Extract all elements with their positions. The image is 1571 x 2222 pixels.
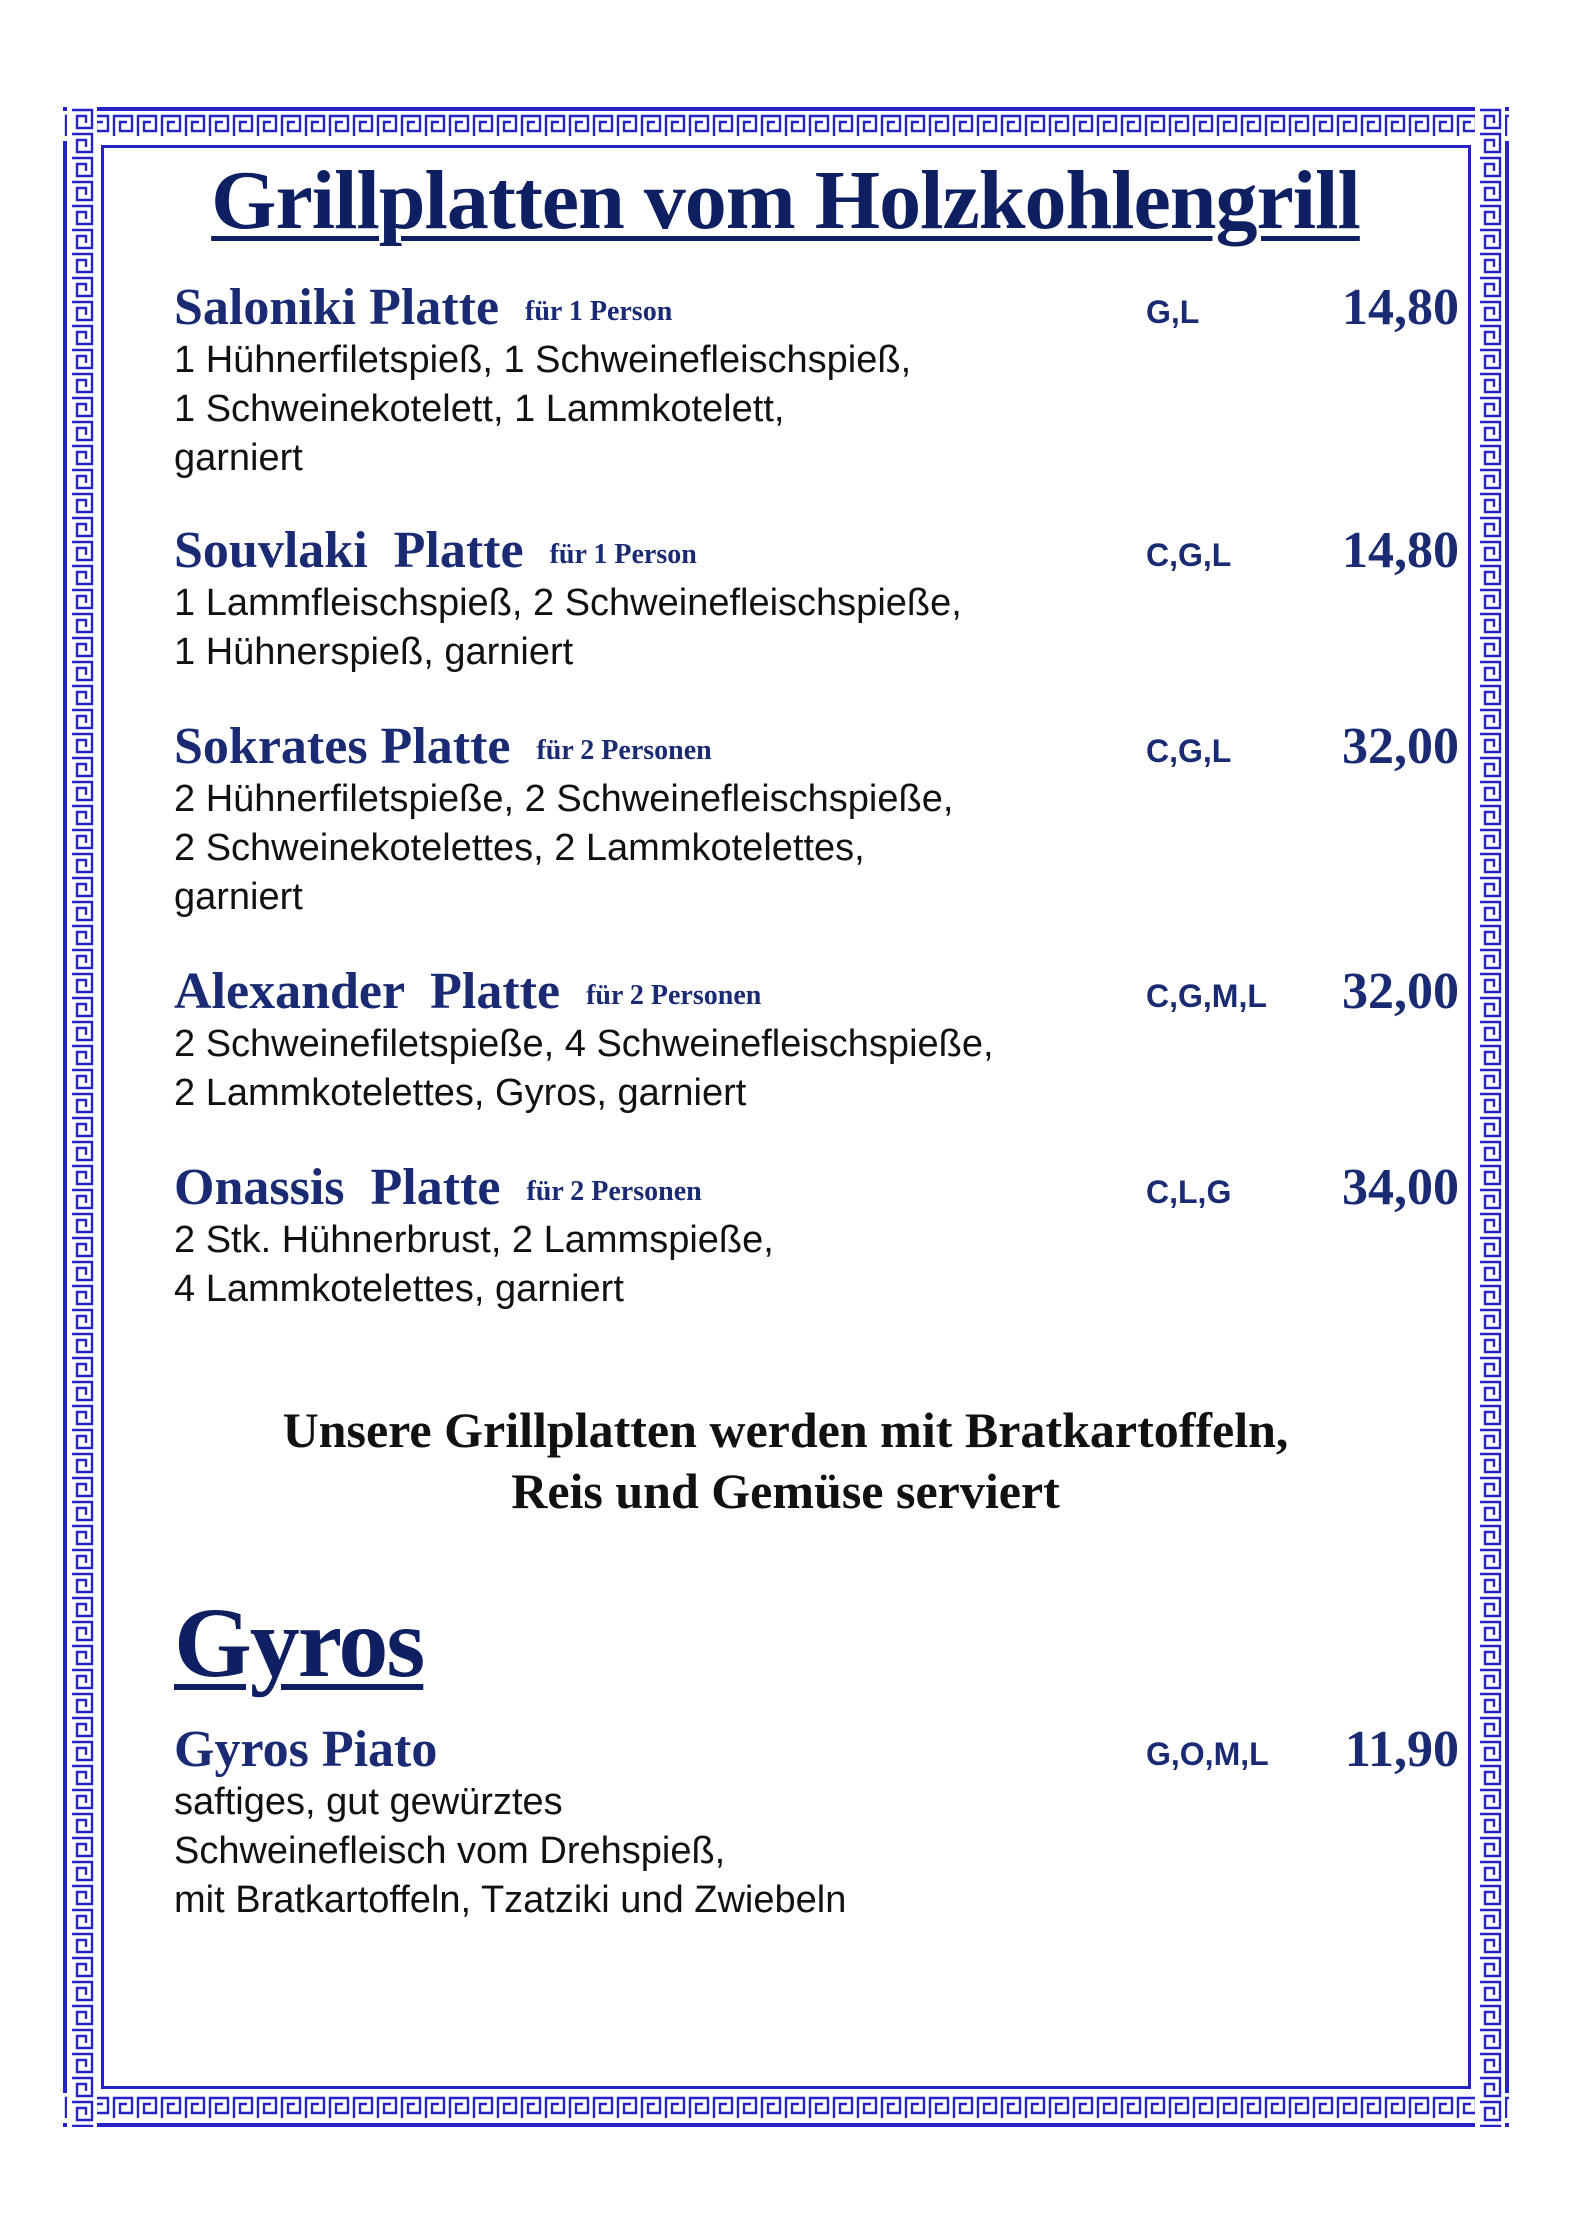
allergen-codes: C,G,L (1146, 537, 1232, 573)
item-description: 2 Stk. Hühnerbrust, 2 Lammspieße, 4 Lammkotelettes, garniert (174, 1219, 774, 1310)
section-title-gyros: Gyros (174, 1587, 424, 1698)
allergen-codes: C,G,M,L (1146, 978, 1267, 1014)
item-price: 14,80 (1342, 522, 1459, 579)
item-name: Onassis Platte für 2 Personen (174, 1159, 702, 1216)
menu-item-alexander-platte (174, 962, 1459, 1118)
greek-key-border-left (67, 107, 97, 2127)
item-persons: für 1 Person (549, 539, 697, 570)
allergen-codes: G,L (1146, 294, 1200, 330)
item-price: 34,00 (1342, 1159, 1459, 1216)
greek-key-border-right (1475, 107, 1505, 2127)
item-persons: für 1 Person (525, 296, 673, 327)
greek-key-border-top (63, 111, 1509, 141)
item-price: 11,90 (1344, 1721, 1459, 1778)
greek-key-border-bottom (63, 2093, 1509, 2123)
item-price: 32,00 (1342, 718, 1459, 775)
item-name: Souvlaki Platte für 1 Person (174, 522, 697, 579)
menu-item-gyros-piato (174, 1720, 1459, 1925)
menu-item-saloniki-platte (174, 278, 1459, 483)
item-name: Sokrates Platte für 2 Personen (174, 718, 712, 775)
allergen-codes: C,L,G (1146, 1174, 1232, 1210)
item-persons: für 2 Personen (536, 735, 712, 766)
menu-item-souvlaki-platte (174, 521, 1459, 677)
item-description: 2 Hühnerfiletspieße, 2 Schweinefleischspieße, 2 Schweinekotelettes, 2 Lammkotelettes, garniert (174, 778, 954, 918)
item-description: 1 Hühnerfiletspieß, 1 Schweinefleischspieß, 1 Schweinekotelett, 1 Lammkotelett, garniert (174, 339, 912, 479)
item-persons: für 2 Personen (526, 1176, 702, 1207)
item-persons: für 2 Personen (586, 980, 762, 1011)
item-description: 2 Schweinefiletspieße, 4 Schweinefleischspieße, 2 Lammkotelettes, Gyros, garniert (174, 1023, 994, 1114)
item-description: 1 Lammfleischspieß, 2 Schweinefleischspieße, 1 Hühnerspieß, garniert (174, 582, 962, 673)
item-description: saftiges, gut gewürztes Schweinefleisch vom Drehspieß, mit Bratkartoffeln, Tzatziki und Zwiebeln (174, 1781, 847, 1921)
menu-item-sokrates-platte (174, 717, 1459, 922)
allergen-codes: C,G,L (1146, 733, 1232, 769)
item-price: 32,00 (1342, 963, 1459, 1020)
item-name: Alexander Platte für 2 Personen (174, 963, 762, 1020)
menu-item-onassis-platte (174, 1158, 1459, 1314)
serving-note: Unsere Grillplatten werden mit Bratkartoffeln, Reis und Gemüse serviert (282, 1402, 1289, 1519)
item-name: Gyros Piato (174, 1721, 438, 1778)
allergen-codes: G,O,M,L (1146, 1736, 1269, 1772)
item-price: 14,80 (1342, 279, 1459, 336)
page-title: Grillplatten vom Holzkohlengrill (211, 154, 1360, 247)
item-name: Saloniki Platte für 1 Person (174, 279, 673, 336)
